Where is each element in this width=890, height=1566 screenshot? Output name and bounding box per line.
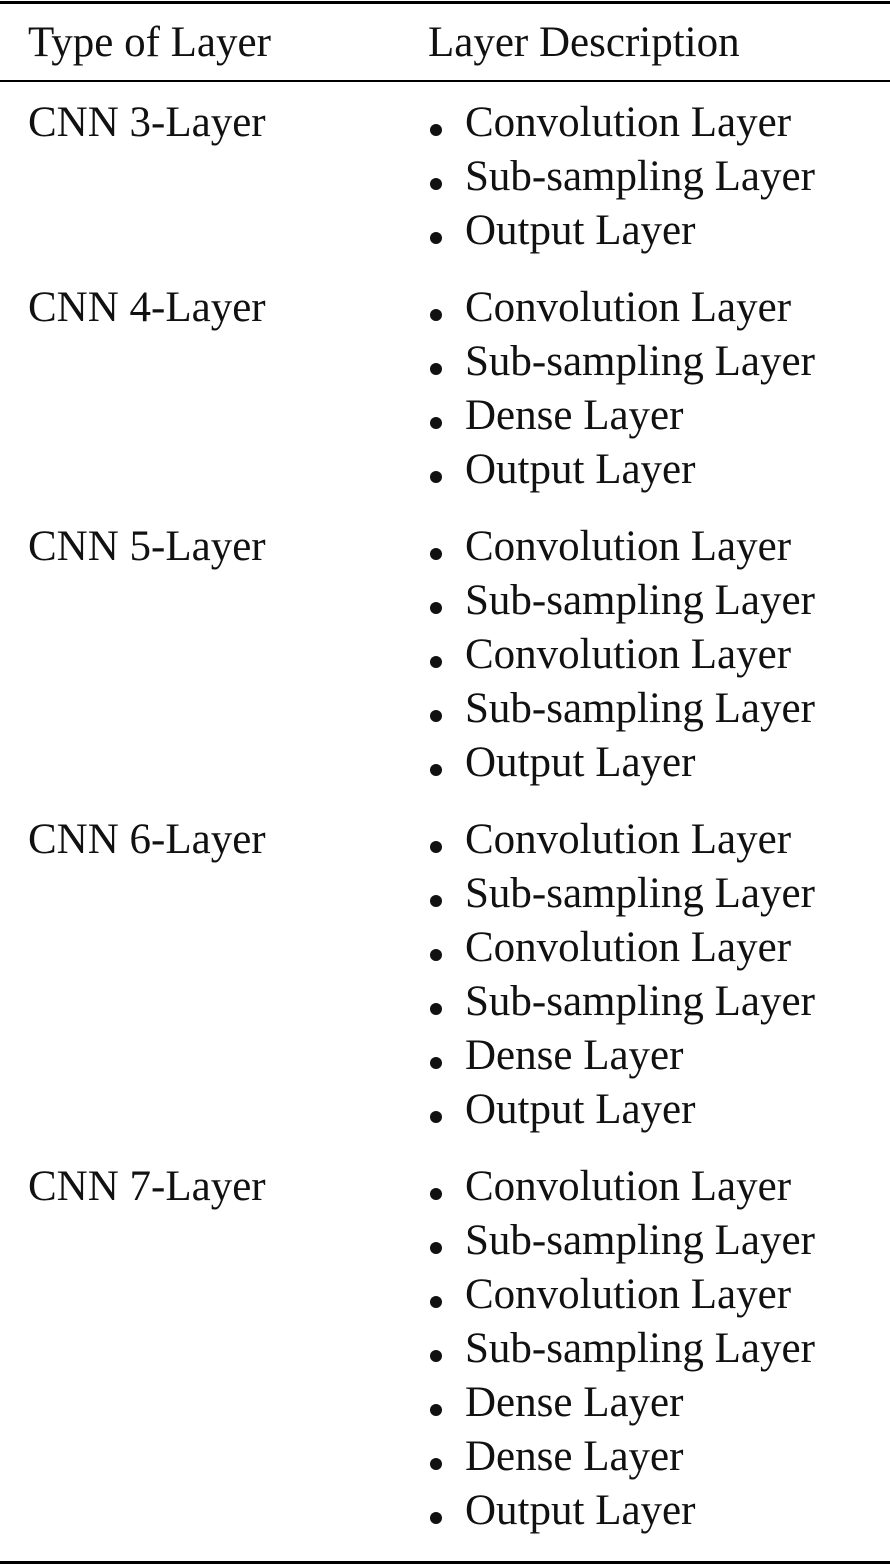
layer-name: Sub-sampling Layer — [465, 685, 815, 732]
bullet-icon — [430, 1242, 442, 1254]
header-separator-rule — [0, 80, 890, 82]
layer-type-cell: CNN 4-Layer — [28, 284, 266, 331]
bullet-icon — [430, 710, 442, 722]
bullet-icon — [430, 1350, 442, 1362]
bullet-icon — [430, 548, 442, 560]
layer-description-list — [428, 96, 890, 258]
layer-name: Sub-sampling Layer — [465, 1217, 815, 1264]
layer-description-list — [428, 520, 890, 790]
layer-name: Sub-sampling Layer — [465, 978, 815, 1025]
bullet-icon — [430, 1111, 442, 1123]
layer-name: Dense Layer — [465, 392, 684, 439]
list-item — [428, 867, 890, 921]
layer-name: Dense Layer — [465, 1032, 684, 1079]
layer-name: Sub-sampling Layer — [465, 153, 815, 200]
layer-type-cell: CNN 7-Layer — [28, 1163, 266, 1210]
layer-name: Output Layer — [465, 446, 696, 493]
table-bottom-rule — [0, 1561, 890, 1564]
table-top-rule — [0, 1, 890, 4]
layer-name: Output Layer — [465, 1086, 696, 1133]
table-row — [0, 281, 890, 497]
bullet-icon — [430, 949, 442, 961]
bullet-icon — [430, 1296, 442, 1308]
layer-name: Dense Layer — [465, 1379, 684, 1426]
list-item — [428, 1484, 890, 1538]
layer-description-list — [428, 813, 890, 1137]
bullet-icon — [430, 1188, 442, 1200]
table-row — [0, 813, 890, 1137]
list-item — [428, 628, 890, 682]
layer-name: Sub-sampling Layer — [465, 870, 815, 917]
list-item — [428, 204, 890, 258]
table-row — [0, 96, 890, 258]
list-item — [428, 389, 890, 443]
layer-name: Convolution Layer — [465, 631, 792, 678]
list-item — [428, 813, 890, 867]
list-item — [428, 335, 890, 389]
type-of-layer-header: Type of Layer — [28, 19, 271, 66]
list-item — [428, 1214, 890, 1268]
layer-name: Dense Layer — [465, 1433, 684, 1480]
list-item — [428, 682, 890, 736]
layer-name: Convolution Layer — [465, 1163, 792, 1210]
layer-name: Sub-sampling Layer — [465, 577, 815, 624]
layer-description-list — [428, 1160, 890, 1538]
bullet-icon — [430, 1057, 442, 1069]
layer-name: Convolution Layer — [465, 924, 792, 971]
list-item — [428, 1430, 890, 1484]
list-item — [428, 736, 890, 790]
list-item — [428, 96, 890, 150]
list-item — [428, 574, 890, 628]
list-item — [428, 1322, 890, 1376]
list-item — [428, 1268, 890, 1322]
layer-name: Output Layer — [465, 207, 696, 254]
bullet-icon — [430, 1512, 442, 1524]
list-item — [428, 150, 890, 204]
layer-name: Convolution Layer — [465, 99, 792, 146]
bullet-icon — [430, 471, 442, 483]
bullet-icon — [430, 1458, 442, 1470]
bullet-icon — [430, 602, 442, 614]
list-item — [428, 1083, 890, 1137]
layer-name: Sub-sampling Layer — [465, 1325, 815, 1372]
layer-name: Sub-sampling Layer — [465, 338, 815, 385]
list-item — [428, 520, 890, 574]
bullet-icon — [430, 363, 442, 375]
bullet-icon — [430, 895, 442, 907]
list-item — [428, 921, 890, 975]
bullet-icon — [430, 178, 442, 190]
layer-type-cell: CNN 6-Layer — [28, 816, 266, 863]
table-row — [0, 520, 890, 790]
layer-type-cell: CNN 5-Layer — [28, 523, 266, 570]
layer-type-cell: CNN 3-Layer — [28, 99, 266, 146]
list-item — [428, 1029, 890, 1083]
layer-description-list — [428, 281, 890, 497]
layer-name: Convolution Layer — [465, 523, 792, 570]
table-body — [0, 96, 890, 1561]
list-item — [428, 1376, 890, 1430]
list-item — [428, 443, 890, 497]
layer-name: Output Layer — [465, 1487, 696, 1534]
bullet-icon — [430, 841, 442, 853]
layer-name: Convolution Layer — [465, 1271, 792, 1318]
layer-name: Output Layer — [465, 739, 696, 786]
layer-name: Convolution Layer — [465, 284, 792, 331]
list-item — [428, 1160, 890, 1214]
layer-name: Convolution Layer — [465, 816, 792, 863]
bullet-icon — [430, 309, 442, 321]
table-header — [0, 16, 890, 72]
bullet-icon — [430, 232, 442, 244]
bullet-icon — [430, 1003, 442, 1015]
layer-description-header: Layer Description — [428, 19, 740, 66]
bullet-icon — [430, 764, 442, 776]
bullet-icon — [430, 124, 442, 136]
bullet-icon — [430, 417, 442, 429]
list-item — [428, 281, 890, 335]
bullet-icon — [430, 656, 442, 668]
list-item — [428, 975, 890, 1029]
bullet-icon — [430, 1404, 442, 1416]
table-row — [0, 1160, 890, 1538]
